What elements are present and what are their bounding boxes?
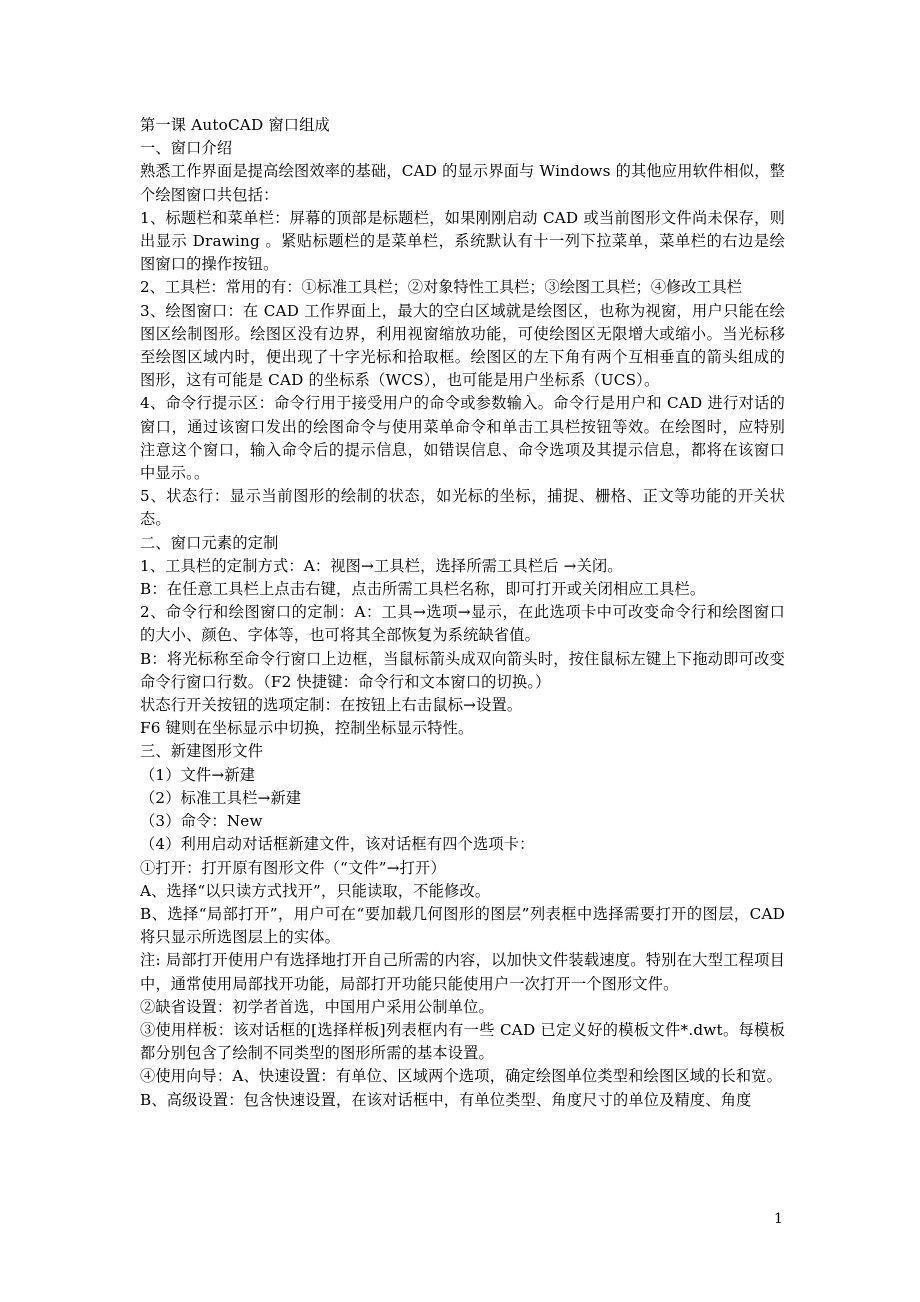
paragraph: 1、标题栏和菜单栏：屏幕的顶部是标题栏，如果刚刚启动 CAD 或当前图形文件尚未保存，则出显示 Drawing 。紧贴标题栏的是菜单栏，系统默认有十一列下拉菜单，菜单栏的右边是绘图窗口的操作按钮。 <box>140 208 785 274</box>
paragraph: B：在任意工具栏上点击右键，点击所需工具栏名称，即可打开或关闭相应工具栏。 <box>140 580 706 599</box>
page-number: 1 <box>774 1211 783 1227</box>
list-item: （1）文件→新建 <box>140 765 256 784</box>
list-item: （4）利用启动对话框新建文件，该对话框有四个选项卡： <box>140 835 535 854</box>
paragraph: A、选择“以只读方式找开”，只能读取，不能修改。 <box>140 881 491 900</box>
paragraph: B：将光标称至命令行窗口上边框，当鼠标箭头成双向箭头时，按住鼠标左键上下拖动即可改变命令行窗口行数。（F2 快捷键：命令行和文本窗口的切换。） <box>140 649 785 691</box>
list-item: （3）命令：New <box>140 812 263 831</box>
paragraph: ①打开：打开原有图形文件（“文件”→打开） <box>140 858 446 877</box>
paragraph: 2、工具栏：常用的有：①标准工具栏；②对象特性工具栏；③绘图工具栏；④修改工具栏 <box>140 278 742 297</box>
list-item: （2）标准工具栏→新建 <box>140 788 302 807</box>
paragraph: 3、绘图窗口：在 CAD 工作界面上，最大的空白区域就是绘图区，也称为视窗，用户只能在绘图区绘制图形。绘图区没有边界，利用视窗缩放功能，可使绘图区无限增大或缩小。当光标移至绘图区域内时，便出现了十字光标和拾取框。绘图区的左下角有两个互相垂直的箭头组成的图形，这有可能是 CAD 的坐标系（WCS），也可能是用户坐标系（UCS）。 <box>140 301 785 390</box>
paragraph: 2、命令行和绘图窗口的定制：A：工具→选项→显示，在此选项卡中可改变命令行和绘图窗口的大小、颜色、字体等，也可将其全部恢复为系统缺省值。 <box>140 603 785 645</box>
section-heading: 一、窗口介绍 <box>140 139 233 158</box>
paragraph: 5、状态行：显示当前图形的绘制的状态，如光标的坐标，捕捉、栅格、正文等功能的开关状态。 <box>140 487 785 529</box>
paragraph: F6 键则在坐标显示中切换，控制坐标显示特性。 <box>140 719 474 738</box>
section-heading: 三、新建图形文件 <box>140 742 264 761</box>
paragraph: ②缺省设置：初学者首选，中国用户采用公制单位。 <box>140 997 494 1016</box>
paragraph: 状态行开关按钮的选项定制：在按钮上右击鼠标→设置。 <box>140 696 523 715</box>
paragraph: B、高级设置：包含快速设置，在该对话框中，有单位类型、角度尺寸的单位及精度、角度 <box>140 1090 752 1109</box>
note-paragraph: 注: 局部打开使用户有选择地打开自己所需的内容，以加快文件装载速度。特别在大型工程项目中，通常使用局部找开功能，局部打开功能只能使用户一次打开一个图形文件。 <box>140 951 785 993</box>
paragraph: 熟悉工作界面是提高绘图效率的基础，CAD 的显示界面与 Windows 的其他应用软件相似，整个绘图窗口共包括： <box>140 162 785 204</box>
paragraph: B、选择“局部打开”，用户可在“要加载几何图形的图层”列表框中选择需要打开的图层，CAD 将只显示所选图层上的实体。 <box>140 904 785 947</box>
section-heading: 二、窗口元素的定制 <box>140 533 279 552</box>
paragraph: ③使用样板：该对话框的[选择样板]列表框内有一些 CAD 已定义好的模板文件*.dwt。每模板都分别包含了绘制不同类型的图形所需的基本设置。 <box>140 1020 785 1063</box>
paragraph: 4、命令行提示区：命令行用于接受用户的命令或参数输入。命令行是用户和 CAD 进行对话的窗口，通过该窗口发出的绘图命令与使用菜单命令和单击工具栏按钮等效。在绘图时，应特别注意这个窗口，输入命令后的提示信息，如错误信息、命令选项及其提示信息，都将在该窗口中显示。。 <box>140 394 785 483</box>
paragraph: ④使用向导：A、快速设置：有单位、区域两个选项，确定绘图单位类型和绘图区域的长和宽。 <box>140 1067 783 1086</box>
lesson-title: 第一课 AutoCAD 窗口组成 <box>140 116 330 134</box>
document-body <box>140 114 785 1112</box>
paragraph: 1、工具栏的定制方式：A：视图→工具栏，选择所需工具栏后 →关闭。 <box>140 556 623 575</box>
